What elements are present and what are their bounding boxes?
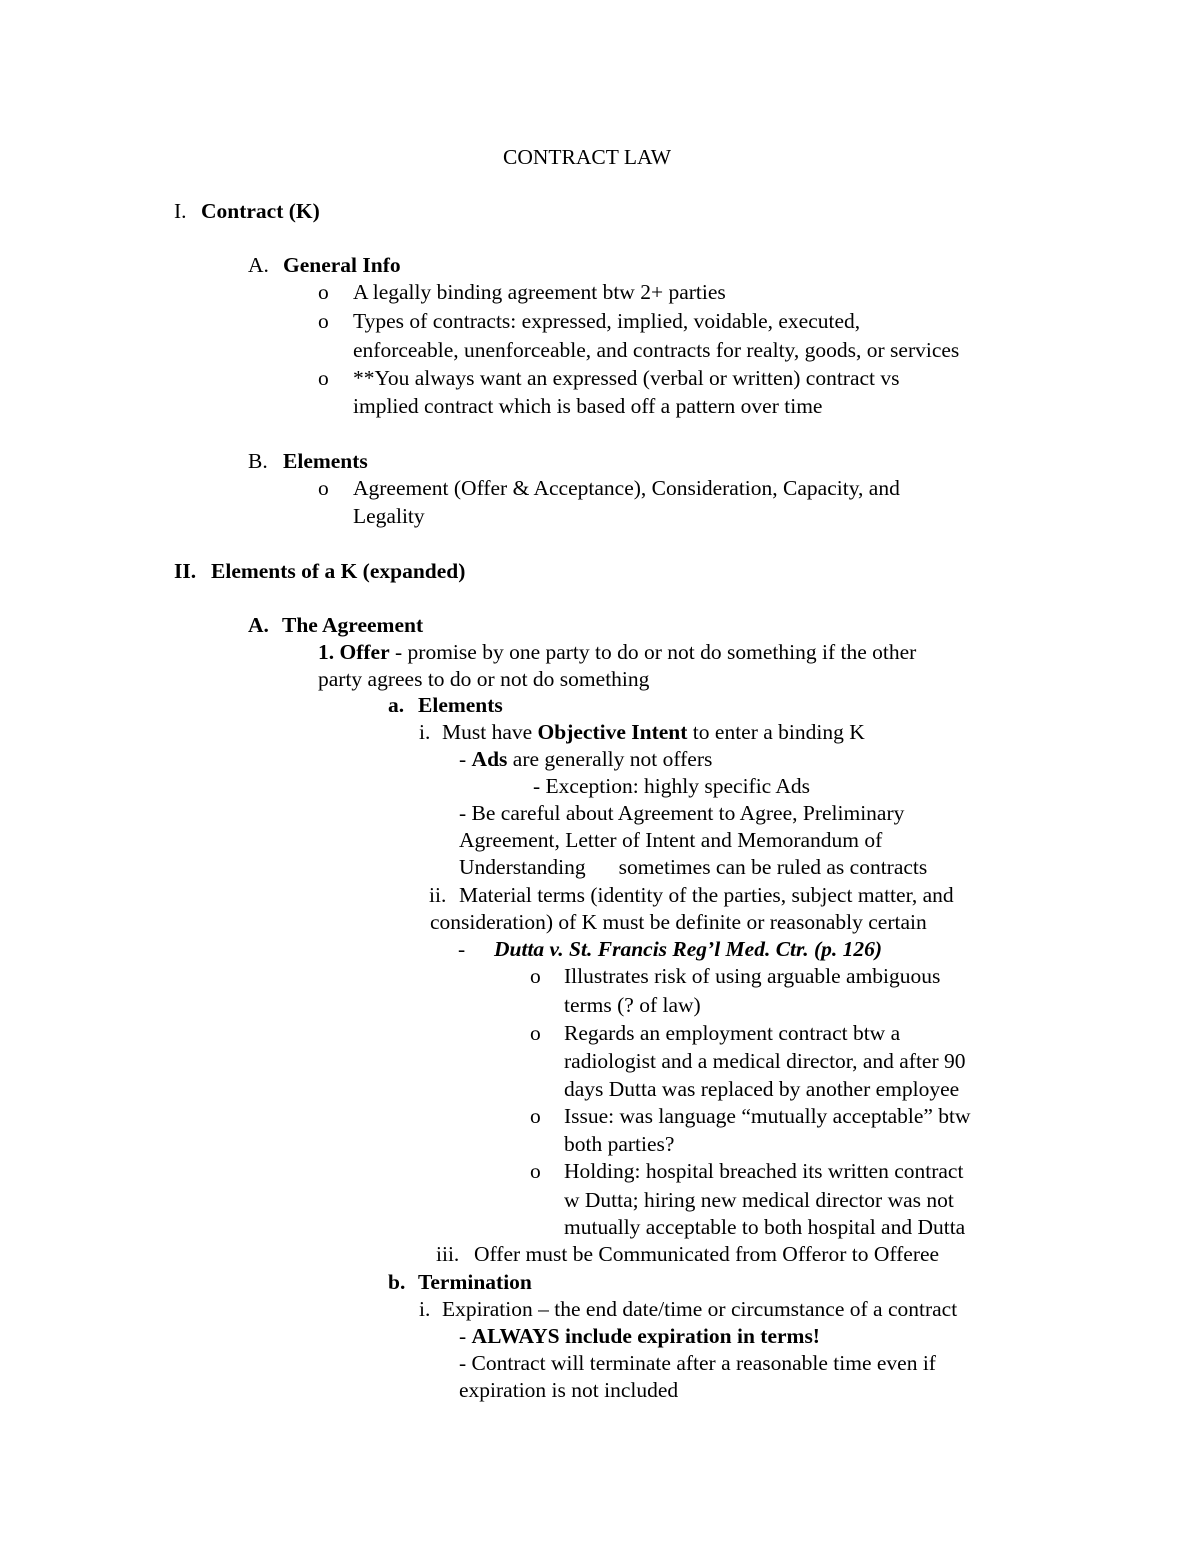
- case-bullet-2-line-2: radiologist and a medical director, and after 90: [564, 1049, 966, 1073]
- case-bullet-2-line-1: Regards an employment contract btw a: [564, 1021, 901, 1045]
- ads-post: are generally not offers: [507, 747, 713, 771]
- subsection-1b-heading: Elements: [283, 449, 368, 473]
- roman-ii-marker: ii.: [429, 883, 447, 907]
- ads-term: Ads: [471, 747, 508, 771]
- subsection-1a-marker: A.: [248, 253, 269, 277]
- always-dash: -: [459, 1324, 472, 1348]
- communicated-line: Offer must be Communicated from Offeror to Offeree: [474, 1242, 940, 1266]
- bullet-marker: o: [318, 476, 329, 500]
- roman-iii-marker: iii.: [436, 1242, 460, 1266]
- objective-intent-term: Objective Intent: [537, 720, 688, 744]
- section-1-marker: I.: [174, 199, 187, 223]
- section-1-heading: Contract (K): [201, 199, 320, 223]
- bullet-marker: o: [318, 280, 329, 304]
- bullet-marker: o: [530, 1021, 541, 1045]
- always-include-line: [459, 1324, 820, 1350]
- bullet-marker: o: [318, 309, 329, 333]
- subsection-2a-marker: A.: [248, 613, 269, 637]
- careful-line-3: [459, 855, 927, 881]
- elements-bullet-line-2: Legality: [353, 504, 425, 528]
- objective-intent-line: [442, 720, 865, 746]
- section-2-marker: II.: [174, 559, 197, 583]
- careful-line-3-b: sometimes can be ruled as contracts: [618, 855, 928, 879]
- offer-definition-line-1: [318, 640, 916, 666]
- subsection-1b-marker: B.: [248, 449, 268, 473]
- offer-definition-line-2: party agrees to do or not do something: [318, 667, 650, 691]
- bullet-marker: o: [530, 964, 541, 988]
- section-2-heading: Elements of a K (expanded): [211, 559, 466, 583]
- always-include-text: ALWAYS include expiration in terms!: [471, 1324, 820, 1348]
- case-bullet-2-line-3: days Dutta was replaced by another employee: [564, 1077, 960, 1101]
- case-bullet-3-line-2: both parties?: [564, 1132, 675, 1156]
- case-citation: Dutta v. St. Francis Reg’l Med. Ctr. (p. 126): [494, 937, 883, 961]
- offer-definition-text: - promise by one party to do or not do something if the other: [389, 640, 917, 664]
- offer-marker: 1.: [318, 640, 335, 664]
- ads-line: [459, 747, 712, 773]
- reasonable-time-line-2: expiration is not included: [459, 1378, 679, 1402]
- general-info-bullet-3-line-2: implied contract which is based off a pattern over time: [353, 394, 823, 418]
- case-bullet-1-line-2: terms (? of law): [564, 993, 701, 1017]
- case-bullet-1-line-1: Illustrates risk of using arguable ambiguous: [564, 964, 941, 988]
- careful-line-1: - Be careful about Agreement to Agree, Preliminary: [459, 801, 905, 825]
- ads-exception-line: - Exception: highly specific Ads: [533, 774, 811, 798]
- general-info-bullet-2-line-2: enforceable, unenforceable, and contracts for realty, goods, or services: [353, 338, 960, 362]
- case-bullet-4-line-3: mutually acceptable to both hospital and Dutta: [564, 1215, 966, 1239]
- general-info-bullet-2-line-1: Types of contracts: expressed, implied, voidable, executed,: [353, 309, 861, 333]
- material-terms-line-2: consideration) of K must be definite or reasonably certain: [430, 910, 927, 934]
- item-b-marker: b.: [388, 1270, 406, 1294]
- document-title: CONTRACT LAW: [503, 145, 672, 169]
- reasonable-time-line-1: - Contract will terminate after a reasonable time even if: [459, 1351, 936, 1375]
- general-info-bullet-3-line-1: **You always want an expressed (verbal or written) contract vs: [353, 366, 900, 390]
- ads-dash: -: [459, 747, 472, 771]
- bullet-marker: o: [318, 366, 329, 390]
- termination-roman-i-marker: i.: [419, 1297, 431, 1321]
- case-bullet-4-line-2: w Dutta; hiring new medical director was not: [564, 1188, 954, 1212]
- case-bullet-3-line-1: Issue: was language “mutually acceptable” btw: [564, 1104, 971, 1128]
- offer-term: Offer: [339, 640, 390, 664]
- subsection-1a-heading: General Info: [283, 253, 401, 277]
- objective-intent-pre: Must have: [442, 720, 538, 744]
- bullet-marker: o: [530, 1104, 541, 1128]
- expiration-line: Expiration – the end date/time or circumstance of a contract: [442, 1297, 958, 1321]
- careful-line-2: Agreement, Letter of Intent and Memorandum of: [459, 828, 883, 852]
- bullet-marker: o: [530, 1159, 541, 1183]
- subsection-2a-heading: The Agreement: [282, 613, 424, 637]
- item-a-heading: Elements: [418, 693, 503, 717]
- careful-line-3-a: Understanding: [459, 855, 586, 879]
- roman-i-marker: i.: [419, 720, 431, 744]
- objective-intent-post: to enter a binding K: [687, 720, 865, 744]
- item-b-heading: Termination: [418, 1270, 532, 1294]
- general-info-bullet-1: A legally binding agreement btw 2+ parties: [353, 280, 726, 304]
- material-terms-line-1: Material terms (identity of the parties, subject matter, and: [459, 883, 954, 907]
- case-dash: -: [458, 937, 466, 961]
- item-a-marker: a.: [388, 693, 405, 717]
- elements-bullet-line-1: Agreement (Offer & Acceptance), Consideration, Capacity, and: [353, 476, 900, 500]
- case-bullet-4-line-1: Holding: hospital breached its written contract: [564, 1159, 964, 1183]
